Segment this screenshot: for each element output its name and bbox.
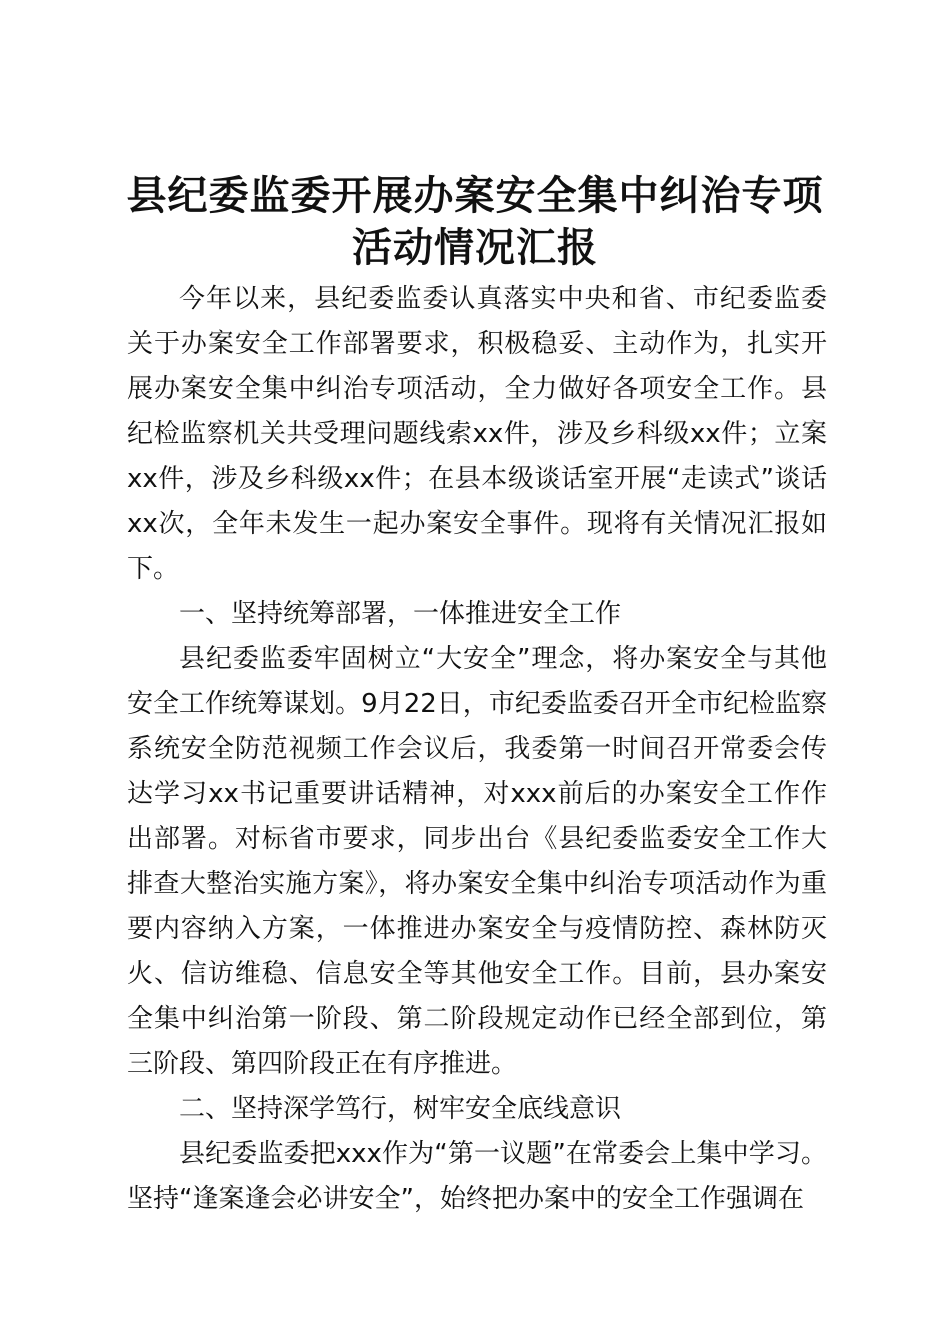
section-heading-2: 二、坚持深学笃行，树牢安全底线意识 bbox=[179, 1094, 622, 1124]
section-2-paragraph: 县纪委监委把xxx作为“第一议题”在常委会上集中学习。坚持“逢案逢会必讲安全”，始终把办案中的安全工作强调在 bbox=[127, 1139, 827, 1214]
intro-paragraph: 今年以来，县纪委监委认真落实中央和省、市纪委监委关于办案安全工作部署要求，积极稳妥、主动作为，扎实开展办案安全集中纠治专项活动，全力做好各项安全工作。县纪检监察机关共受理问题线索xx件，涉及乡科级xx件；立案xx件，涉及乡科级xx件；在县本级谈话室开展“走读式”谈话xx次，全年未发生一起办案安全事件。现将有关情况汇报如下。 bbox=[127, 284, 827, 584]
section-1-paragraph: 县纪委监委牢固树立“大安全”理念，将办案安全与其他安全工作统筹谋划。9月22日，市纪委监委召开全市纪检监察系统安全防范视频工作会议后，我委第一时间召开常委会传达学习xx书记重要讲话精神，对xxx前后的办案安全工作作出部署。对标省市要求，同步出台《县纪委监委安全工作大排查大整治实施方案》，将办案安全集中纠治专项活动作为重要内容纳入方案，一体推进办案安全与疫情防控、森林防灭火、信访维稳、信息安全等其他安全工作。目前，县办案安全集中纠治第一阶段、第二阶段规定动作已经全部到位，第三阶段、第四阶段正在有序推进。 bbox=[127, 644, 827, 1079]
document-body bbox=[127, 277, 827, 1222]
section-heading-1: 一、坚持统筹部署，一体推进安全工作 bbox=[179, 599, 622, 629]
document-title-line-2: 活动情况汇报 bbox=[352, 225, 598, 271]
document-title-line-1: 县纪委监委开展办案安全集中纠治专项 bbox=[126, 173, 824, 219]
